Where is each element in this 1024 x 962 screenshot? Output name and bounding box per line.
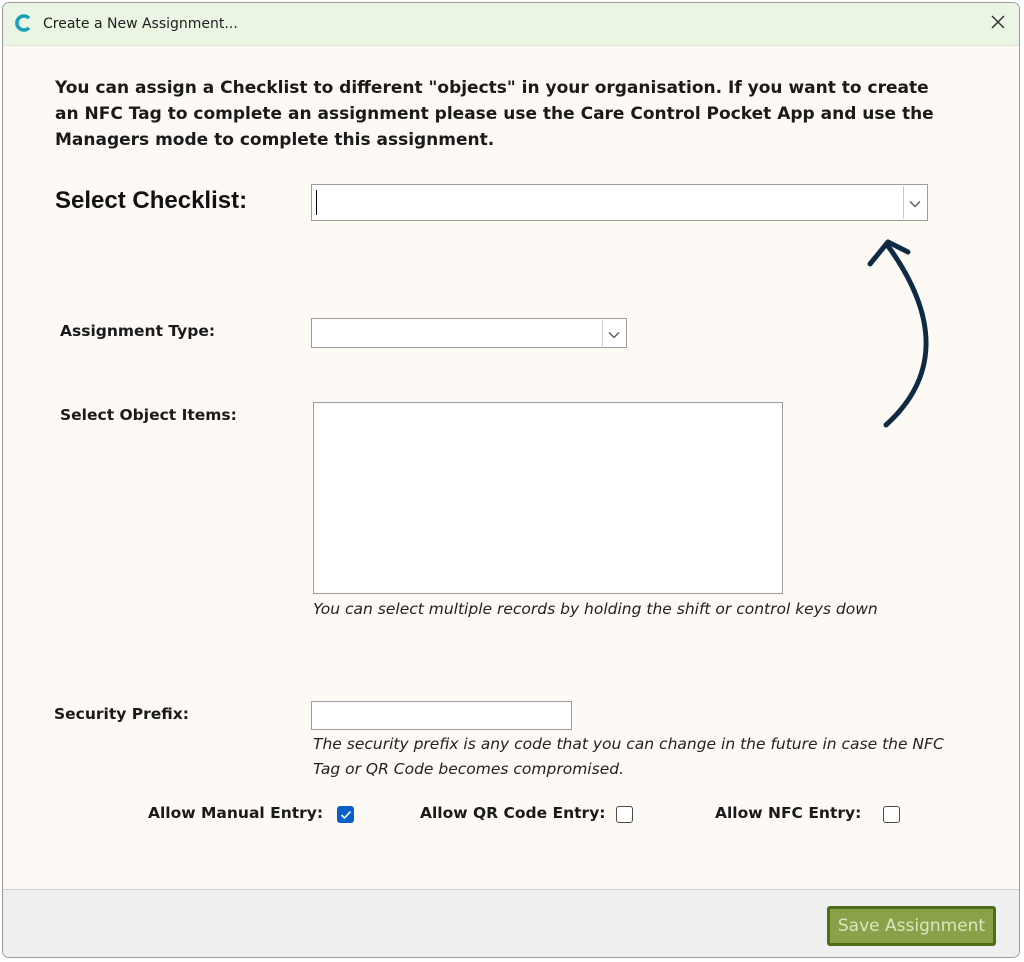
allow-qr-code-entry-checkbox[interactable]	[616, 806, 633, 823]
allow-nfc-entry-checkbox[interactable]	[883, 806, 900, 823]
allow-manual-entry-label: Allow Manual Entry:	[148, 804, 324, 822]
allow-qr-code-entry-label: Allow QR Code Entry:	[420, 804, 606, 822]
curved-arrow-icon	[858, 228, 948, 438]
close-icon	[990, 14, 1006, 34]
save-assignment-button[interactable]: Save Assignment	[827, 906, 996, 946]
assignment-type-combo[interactable]	[311, 318, 627, 348]
title-bar	[3, 3, 1019, 46]
care-control-logo-icon	[14, 13, 34, 33]
select-checklist-label: Select Checklist:	[55, 187, 248, 214]
object-items-listbox[interactable]	[313, 402, 783, 594]
intro-text: You can assign a Checklist to different "objects" in your organisation. If you want to create an NFC Tag to complete an assignment please use the Care Control Pocket App and use the Managers mode to complete this assignment.	[55, 78, 934, 150]
window-title: Create a New Assignment...	[43, 16, 238, 32]
assignment-dialog	[2, 2, 1020, 958]
text-caret	[316, 190, 317, 215]
security-prefix-hint: The security prefix is any code that you can change in the future in case the NFC Tag or QR Code becomes compromised.	[313, 735, 944, 778]
object-items-label: Select Object Items:	[60, 406, 237, 424]
chevron-down-icon	[608, 324, 620, 343]
allow-nfc-entry-label: Allow NFC Entry:	[715, 804, 862, 822]
chevron-down-icon	[909, 193, 921, 212]
select-checklist-dropdown-button[interactable]	[903, 186, 926, 219]
security-prefix-label: Security Prefix:	[54, 705, 189, 723]
select-checklist-combo[interactable]	[311, 184, 928, 221]
assignment-type-label: Assignment Type:	[60, 322, 216, 340]
close-button[interactable]	[983, 9, 1013, 39]
assignment-type-dropdown-button[interactable]	[602, 320, 625, 346]
allow-manual-entry-checkbox[interactable]	[337, 806, 354, 823]
object-items-hint: You can select multiple records by holding the shift or control keys down	[313, 600, 878, 618]
checkmark-icon	[340, 805, 352, 824]
security-prefix-input[interactable]	[311, 701, 572, 730]
